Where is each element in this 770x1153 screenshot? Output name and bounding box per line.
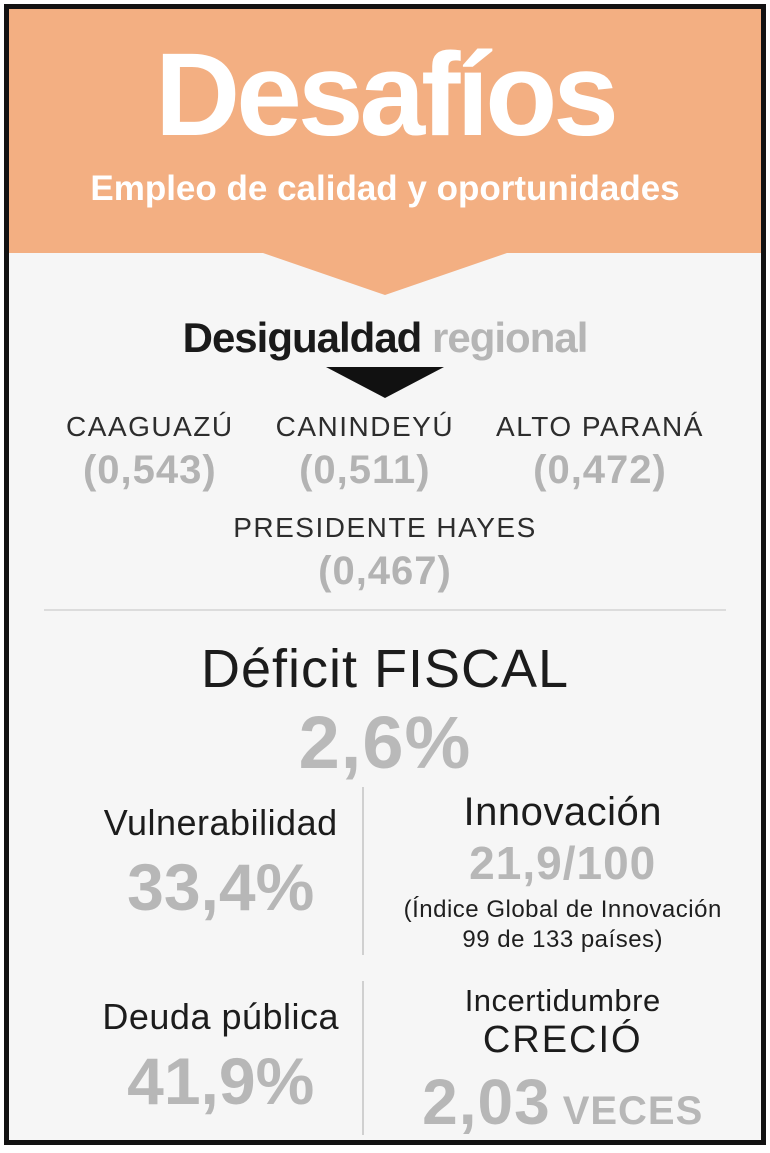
fiscal-deficit-label: Déficit FISCAL	[200, 639, 570, 699]
uncertainty-stat	[362, 981, 761, 1138]
public-debt-label: Deuda pública	[102, 996, 340, 1037]
vulnerability-stat	[9, 787, 362, 955]
banner-notch-icon	[263, 253, 507, 295]
region-value: (0,543)	[82, 448, 217, 492]
infographic-frame	[4, 4, 766, 1145]
region-name: ALTO PARANÁ	[496, 411, 704, 442]
fiscal-deficit-section	[9, 637, 761, 785]
down-arrow-icon	[326, 367, 444, 398]
region-value: (0,511)	[299, 448, 431, 492]
page-title: Desafíos	[155, 29, 615, 161]
inequality-section	[9, 315, 761, 595]
horizontal-divider	[44, 609, 726, 611]
uncertainty-label-line1: Incertidumbre	[464, 983, 661, 1018]
innovation-label: Innovación	[463, 790, 662, 834]
public-debt-stat	[9, 981, 362, 1135]
stats-row-2	[9, 981, 761, 1138]
region-item	[9, 511, 761, 595]
region-value: (0,472)	[533, 448, 667, 492]
innovation-note-line2: 99 de 133 países)	[462, 926, 664, 953]
fiscal-deficit-value: 2,6%	[298, 701, 472, 784]
uncertainty-label-line2: CRECIÓ	[482, 1019, 643, 1061]
banner	[9, 9, 761, 253]
region-name: PRESIDENTE HAYES	[233, 512, 537, 543]
uncertainty-value-unit: VECES	[562, 1089, 704, 1133]
stats-row-1	[9, 787, 761, 955]
uncertainty-value-number: 2,03	[422, 1066, 551, 1138]
inequality-heading	[9, 315, 761, 361]
vulnerability-label: Vulnerabilidad	[103, 802, 338, 843]
region-name: CANINDEYÚ	[275, 411, 455, 442]
inequality-heading-primary: Desigualdad	[182, 314, 422, 361]
region-item	[496, 410, 704, 494]
uncertainty-value	[364, 1066, 761, 1138]
region-item	[276, 410, 454, 494]
innovation-value: 21,9/100	[469, 837, 657, 889]
region-name: CAAGUAZÚ	[66, 411, 234, 442]
region-value: (0,467)	[318, 549, 452, 593]
vulnerability-value: 33,4%	[127, 850, 315, 924]
regions-row	[9, 410, 761, 494]
public-debt-value: 41,9%	[127, 1044, 315, 1118]
innovation-stat	[362, 787, 761, 955]
region-item	[66, 410, 234, 494]
innovation-note	[364, 895, 761, 955]
innovation-note-line1: (Índice Global de Innovación	[403, 896, 722, 923]
page-subtitle: Empleo de calidad y oportunidades	[90, 169, 680, 208]
inequality-heading-secondary: regional	[432, 314, 588, 361]
